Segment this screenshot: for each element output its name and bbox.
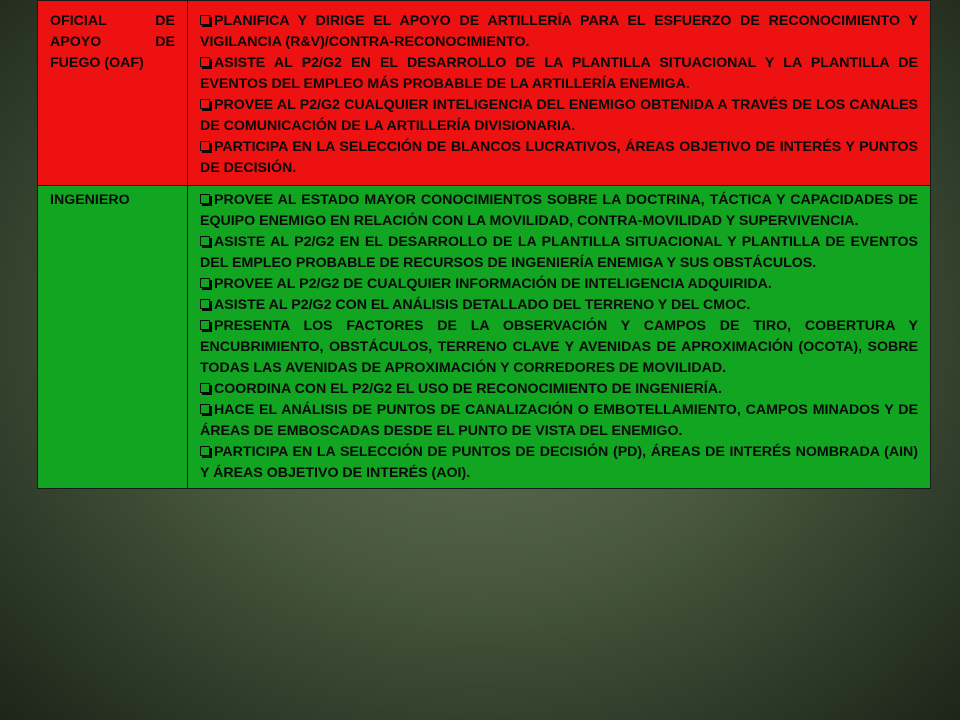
checkbox-bullet-icon <box>200 383 210 393</box>
duty-text: ASISTE AL P2/G2 CON EL ANÁLISIS DETALLADO DEL TERRENO Y DEL CMOC. <box>214 297 751 313</box>
duty-text: PARTICIPA EN LA SELECCIÓN DE BLANCOS LUCRATIVOS, ÁREAS OBJETIVO DE INTERÉS Y PUNTOS DE DECISIÓN. <box>200 139 918 176</box>
checkbox-bullet-icon <box>200 278 210 288</box>
duty-text: PARTICIPA EN LA SELECCIÓN DE PUNTOS DE DECISIÓN (PD), ÁREAS DE INTERÉS NOMBRADA (AIN) Y ÁREAS OBJETIVO DE INTERÉS (AOI). <box>200 444 918 481</box>
duties-cell <box>188 186 931 489</box>
role-name: OFICIAL DE APOYO DE FUEGO (OAF) <box>50 13 175 71</box>
duty-text: PROVEE AL P2/G2 CUALQUIER INTELIGENCIA DEL ENEMIGO OBTENIDA A TRAVÉS DE LOS CANALES DE COMUNICACIÓN DE LA ARTILLERÍA DIVISIONARIA. <box>200 97 918 134</box>
table-row-oaf <box>38 1 931 186</box>
list-item <box>200 316 918 379</box>
list-item <box>200 53 918 95</box>
checkbox-bullet-icon <box>200 446 210 456</box>
duty-text: HACE EL ANÁLISIS DE PUNTOS DE CANALIZACIÓN O EMBOTELLAMIENTO, CAMPOS MINADOS Y DE ÁREAS DE EMBOSCADAS DESDE EL PUNTO DE VISTA DEL ENEMIGO. <box>200 402 918 439</box>
roles-table <box>37 0 931 489</box>
list-item <box>200 400 918 442</box>
list-item <box>200 95 918 137</box>
duty-text: ASISTE AL P2/G2 EN EL DESARROLLO DE LA PLANTILLA SITUACIONAL Y PLANTILLA DE EVENTOS DEL EMPLEO PROBABLE DE RECURSOS DE INGENIERÍA ENEMIGA Y SUS OBSTÁCULOS. <box>200 234 918 271</box>
duty-text: PROVEE AL P2/G2 DE CUALQUIER INFORMACIÓN DE INTELIGENCIA ADQUIRIDA. <box>214 276 772 292</box>
duties-list <box>200 11 918 179</box>
list-item <box>200 11 918 53</box>
duty-text: ASISTE AL P2/G2 EN EL DESARROLLO DE LA PLANTILLA SITUACIONAL Y LA PLANTILLA DE EVENTOS DEL EMPLEO MÁS PROBABLE DE LA ARTILLERÍA ENEMIGA. <box>200 55 918 92</box>
list-item <box>200 190 918 232</box>
list-item <box>200 137 918 179</box>
list-item <box>200 442 918 484</box>
duty-text: PRESENTA LOS FACTORES DE LA OBSERVACIÓN Y CAMPOS DE TIRO, COBERTURA Y ENCUBRIMIENTO, OBSTÁCULOS, TERRENO CLAVE Y AVENIDAS DE APROXIMACIÓN (OCOTA), SOBRE TODAS LAS AVENIDAS DE APROXIMACIÓN Y CORREDORES DE MOVILIDAD. <box>200 318 918 376</box>
duty-text: PROVEE AL ESTADO MAYOR CONOCIMIENTOS SOBRE LA DOCTRINA, TÁCTICA Y CAPACIDADES DE EQUIPO ENEMIGO EN RELACIÓN CON LA MOVILIDAD, CONTRA-MOVILIDAD Y SUPERVIVENCIA. <box>200 192 918 229</box>
role-cell <box>38 1 188 186</box>
table-row-ingeniero <box>38 186 931 489</box>
list-item <box>200 232 918 274</box>
role-name: INGENIERO <box>50 192 130 208</box>
duty-text: COORDINA CON EL P2/G2 EL USO DE RECONOCIMIENTO DE INGENIERÍA. <box>214 381 722 397</box>
duty-text: PLANIFICA Y DIRIGE EL APOYO DE ARTILLERÍA PARA EL ESFUERZO DE RECONOCIMIENTO Y VIGILANCIA (R&V)/CONTRA-RECONOCIMIENTO. <box>200 13 918 50</box>
list-item <box>200 295 918 316</box>
role-cell <box>38 186 188 489</box>
checkbox-bullet-icon <box>200 236 210 246</box>
checkbox-bullet-icon <box>200 99 210 109</box>
checkbox-bullet-icon <box>200 15 210 25</box>
list-item <box>200 274 918 295</box>
checkbox-bullet-icon <box>200 404 210 414</box>
checkbox-bullet-icon <box>200 57 210 67</box>
checkbox-bullet-icon <box>200 194 210 204</box>
checkbox-bullet-icon <box>200 320 210 330</box>
checkbox-bullet-icon <box>200 141 210 151</box>
checkbox-bullet-icon <box>200 299 210 309</box>
duties-cell <box>188 1 931 186</box>
list-item <box>200 379 918 400</box>
duties-list <box>200 190 918 484</box>
